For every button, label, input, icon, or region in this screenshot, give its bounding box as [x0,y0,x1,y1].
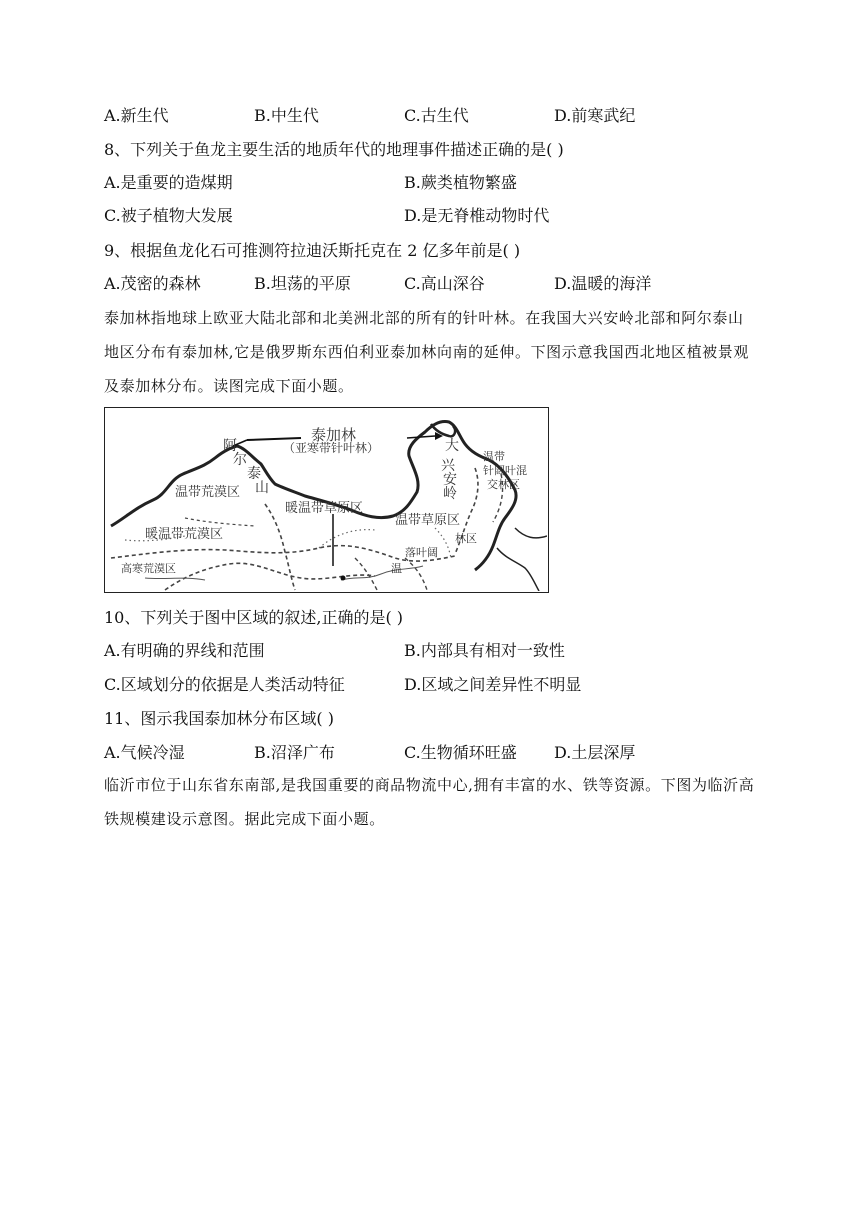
linyi-passage: 临沂市位于山东省东南部,是我国重要的商品物流中心,拥有丰富的水、铁等资源。下图为临沂高铁规模建设示意图。据此完成下面小题。 [104,776,755,828]
q9-option-a[interactable]: A.茂密的森林 [104,274,201,293]
q11-stem: 11、图示我国泰加林分布区域( ) [104,709,334,728]
warm-steppe-label: 暖温带草原区 [285,501,364,516]
q11-option-c[interactable]: C.生物循环旺盛 [404,743,517,762]
q10-option-c[interactable]: C.区域划分的依据是人类活动特征 [104,675,345,694]
daxing-char-4: 岭 [443,486,457,502]
mixed-forest-label-2: 针阔叶混 [483,464,527,477]
mixed-forest-label-1: 温带 [483,450,505,463]
q11-option-d[interactable]: D.土层深厚 [554,743,636,762]
q9-option-c[interactable]: C.高山深谷 [404,274,485,293]
taiga-subtitle-label: （亚寒带针叶林） [283,441,380,455]
taiga-title-label: 泰加林 [311,426,357,444]
altai-char-1: 阿 [223,438,237,454]
q7-option-c[interactable]: C.古生代 [404,106,469,125]
mixed-forest-label-3: 交林区 [487,478,520,491]
altai-char-3: 泰 [247,466,261,482]
altai-char-4: 山 [255,480,269,496]
altai-char-2: 尔 [233,452,247,468]
q8-option-c[interactable]: C.被子植物大发展 [104,206,233,225]
taiga-passage: 泰加林指地球上欧亚大陆北部和北美洲北部的所有的针叶林。在我国大兴安岭北部和阿尔泰山地区分布有泰加林,它是俄罗斯东西伯利亚泰加林向南的延伸。下图示意我国西北地区植被景观及泰加林分布。读图完成下面小题。 [104,309,749,395]
q7-option-b[interactable]: B.中生代 [254,106,319,125]
taiga-leader-right [407,436,435,438]
q7-option-d[interactable]: D.前寒武纪 [554,106,636,125]
q9-option-b[interactable]: B.坦荡的平原 [254,274,351,293]
q10-option-b[interactable]: B.内部具有相对一致性 [404,641,565,660]
vegetation-map [104,407,549,593]
q7-option-a[interactable]: A.新生代 [104,106,169,125]
q8-stem: 8、下列关于鱼龙主要生活的地质年代的地理事件描述正确的是( ) [104,140,564,159]
forest-fragment-label: 林区 [455,532,477,545]
daxing-char-2: 兴 [441,458,455,474]
daxing-char-1: 大 [445,438,459,454]
temperate-desert-label: 温带荒漠区 [175,485,241,500]
daxing-char-3: 安 [443,472,457,488]
vegetation-map-svg [105,408,547,591]
q8-option-a[interactable]: A.是重要的造煤期 [104,173,233,192]
alpine-desert-label: 高寒荒漠区 [121,562,176,575]
q11-option-b[interactable]: B.沼泽广布 [254,743,335,762]
temperate-steppe-label: 温带草原区 [395,513,461,528]
warm-desert-label: 暖温带荒漠区 [145,527,224,542]
q9-stem: 9、根据鱼龙化石可推测符拉迪沃斯托克在 2 亿多年前是( ) [104,241,521,260]
deciduous-fragment-label: 落叶阔 [405,546,438,559]
q11-option-a[interactable]: A.气候冷湿 [104,743,185,762]
warm-fragment-label: 温 [391,562,402,575]
taiga-leader-left [247,438,301,440]
q8-option-b[interactable]: B.蕨类植物繁盛 [404,173,517,192]
q10-option-a[interactable]: A.有明确的界线和范围 [104,641,265,660]
q8-option-d[interactable]: D.是无脊椎动物时代 [404,206,550,225]
q9-option-d[interactable]: D.温暖的海洋 [554,274,652,293]
zone-boundary [111,546,455,561]
q10-stem: 10、下列关于图中区域的叙述,正确的是( ) [104,608,404,627]
q10-option-d[interactable]: D.区域之间差异性不明显 [404,675,582,694]
